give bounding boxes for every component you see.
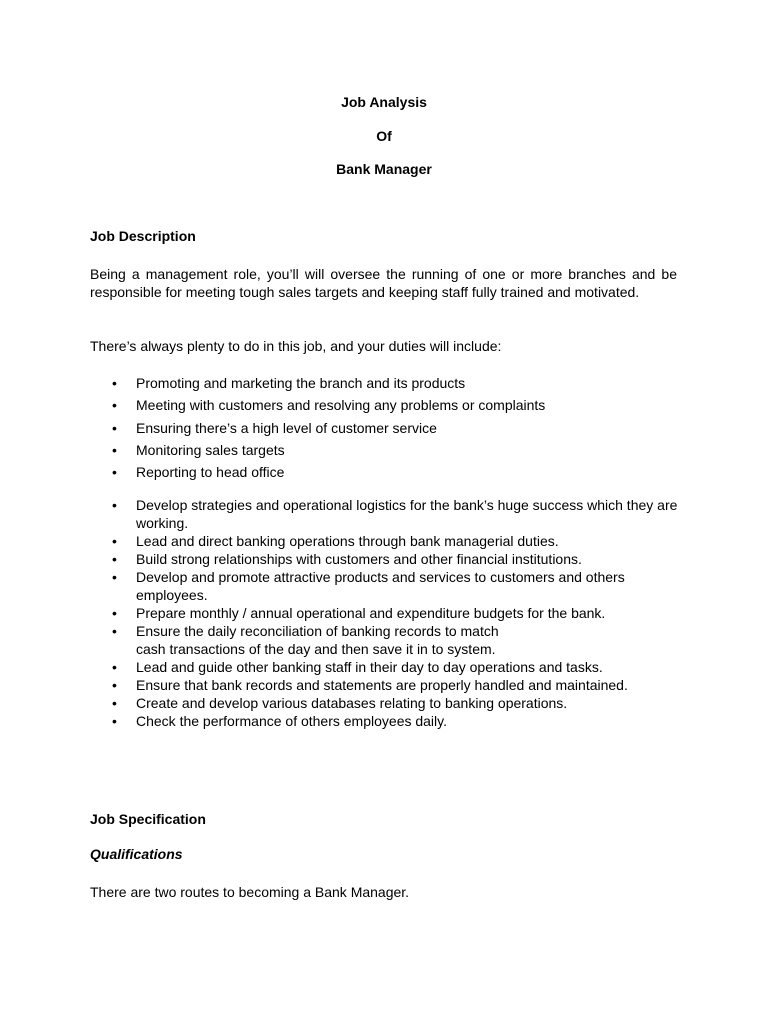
bullet-icon: • <box>112 569 117 585</box>
duties-list <box>90 374 680 485</box>
duty-text: Ensuring there’s a high level of customer service <box>136 419 437 436</box>
bullet-icon: • <box>112 677 117 693</box>
bullet-icon: • <box>112 605 117 621</box>
responsibility-text: Build strong relationships with customers and other financial institutions. <box>136 551 582 567</box>
list-item <box>90 568 680 604</box>
responsibility-text: Lead and direct banking operations through bank managerial duties. <box>136 533 559 549</box>
list-item <box>90 396 680 414</box>
bullet-icon: • <box>112 713 117 729</box>
bullet-icon: • <box>112 464 117 481</box>
list-item <box>90 441 680 459</box>
list-item <box>90 712 680 730</box>
bullet-icon: • <box>112 695 117 711</box>
bullet-icon: • <box>112 551 117 567</box>
list-item <box>90 676 680 694</box>
document-title-of: Of <box>376 128 392 144</box>
responsibility-text: Develop strategies and operational logistics for the bank’s huge success which they are working. <box>136 497 678 531</box>
document-title: Job Analysis <box>341 94 427 110</box>
duty-text: Meeting with customers and resolving any problems or complaints <box>136 397 546 414</box>
responsibility-text: Lead and guide other banking staff in their day to day operations and tasks. <box>136 659 603 675</box>
job-specification-heading: Job Specification <box>90 811 206 827</box>
list-item <box>90 604 680 622</box>
duties-intro: There’s always plenty to do in this job, and your duties will include: <box>90 338 502 354</box>
duty-text: Reporting to head office <box>136 464 285 481</box>
list-item <box>90 622 680 658</box>
bullet-icon: • <box>112 419 117 436</box>
bullet-icon: • <box>112 375 117 391</box>
bullet-icon: • <box>112 497 117 513</box>
responsibility-text: Create and develop various databases relating to banking operations. <box>136 695 568 711</box>
list-item <box>90 463 680 481</box>
bullet-icon: • <box>112 533 117 549</box>
job-description-intro: Being a management role, you’ll will oversee the running of one or more branches and be responsible for meeting tough sales targets and keeping staff fully trained and motivated. <box>90 266 677 300</box>
responsibility-text: Ensure that bank records and statements are properly handled and maintained. <box>136 677 628 693</box>
list-item <box>90 658 680 676</box>
document-subtitle: Bank Manager <box>336 161 432 177</box>
responsibility-text: Prepare monthly / annual operational and expenditure budgets for the bank. <box>136 605 606 621</box>
responsibilities-list <box>90 496 680 730</box>
bullet-icon: • <box>112 441 117 458</box>
qualifications-heading: Qualifications <box>90 846 183 862</box>
list-item <box>90 374 680 392</box>
duty-text: Promoting and marketing the branch and its products <box>136 375 466 391</box>
responsibility-text: Develop and promote attractive products and services to customers and others employees. <box>136 569 625 603</box>
qualifications-text: There are two routes to becoming a Bank Manager. <box>90 884 410 900</box>
duty-text: Monitoring sales targets <box>136 441 285 458</box>
bullet-icon: • <box>112 623 117 639</box>
responsibility-text: Check the performance of others employees daily. <box>136 713 448 729</box>
list-item <box>90 496 680 532</box>
bullet-icon: • <box>112 659 117 675</box>
list-item <box>90 550 680 568</box>
job-description-heading: Job Description <box>90 228 196 244</box>
list-item <box>90 694 680 712</box>
list-item <box>90 419 680 437</box>
responsibility-text: Ensure the daily reconciliation of banking records to match cash transactions of the day and then save it in to system. <box>136 623 499 657</box>
list-item <box>90 532 680 550</box>
bullet-icon: • <box>112 397 117 414</box>
